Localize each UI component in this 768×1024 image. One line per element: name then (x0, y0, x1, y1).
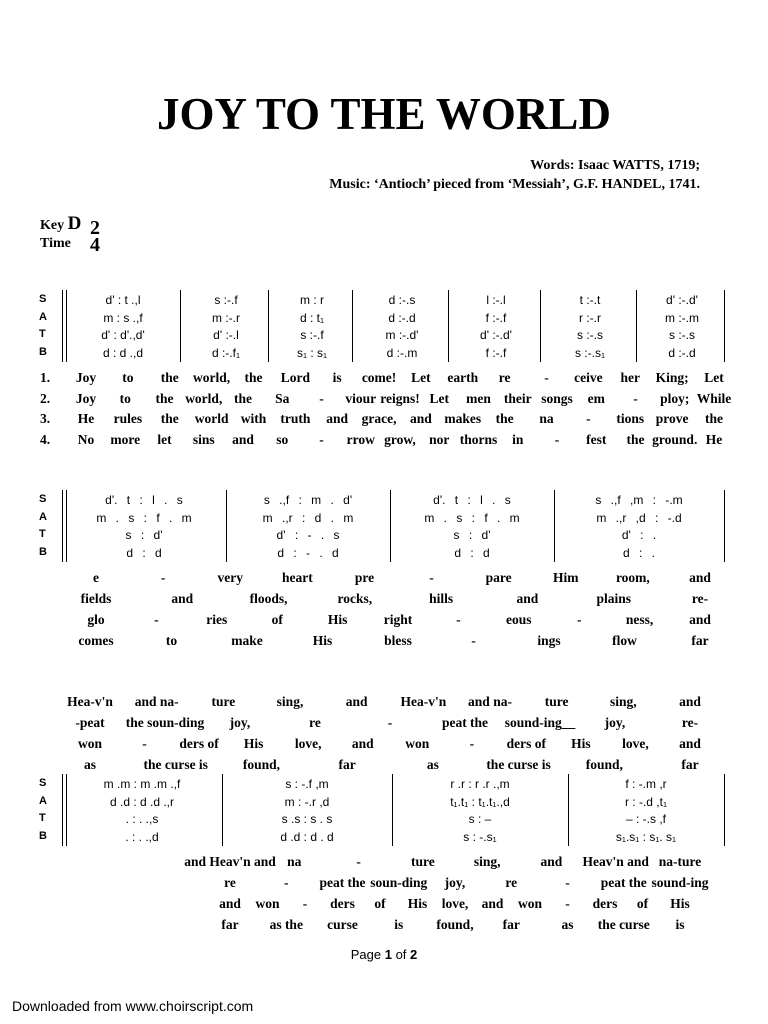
solfa-cell: – : -.s ,f (625, 812, 666, 826)
page-total: 2 (410, 947, 418, 962)
solfa-cell: d' :-.d' (480, 328, 512, 342)
verse1-line-word: grace, (361, 411, 397, 426)
verse3-above-line-word: His (571, 736, 591, 751)
verse3-below-line-word: and (219, 896, 241, 911)
bar-line (724, 290, 725, 362)
solfa-cell: s₁.s₁ : s₁. s₁ (615, 829, 677, 844)
verse3-below-line-word: sound-ing (651, 875, 709, 890)
solfa-cell: m :-.m (665, 310, 699, 325)
verse3-above-line-word: won (77, 736, 103, 751)
verse2-line-word: pre (354, 570, 375, 585)
verse3-above-line-word: the curse is (143, 757, 208, 772)
solfa-cell: r :-.r (579, 310, 601, 325)
verse3-above-line-word: found, (242, 757, 280, 772)
solfa-cell: d :-.d (388, 310, 416, 325)
bar-line (352, 290, 353, 362)
verse1-line-word: - (633, 390, 638, 406)
verse3-below-line-word: and Heav'n and (184, 854, 276, 869)
voice-label-s: S (39, 293, 47, 305)
verse1-line-word: re (498, 370, 511, 385)
voice-label-t: T (39, 328, 46, 340)
bar-line (62, 774, 63, 846)
verse3-below-line-word: of (374, 896, 386, 911)
bar-line (392, 774, 393, 846)
voice-label-a: A (39, 510, 47, 523)
verse-number: 4. (40, 431, 51, 447)
solfa-cell: s :-.f (300, 328, 324, 342)
solfa-cell: d :-.f₁ (211, 345, 241, 360)
verse3-below-line-word: - (356, 854, 361, 869)
verse1-line-word: the (244, 370, 263, 385)
verse1-line-word: to (119, 390, 131, 406)
verse2-line-word: bless (384, 633, 412, 648)
verse3-above-line-word: sing, (276, 694, 304, 709)
verse2-line-word: pare (485, 570, 512, 585)
verse1-line-word: men (466, 390, 491, 406)
solfa-cell: s₁ : s₁ (296, 345, 328, 360)
verse3-above-line-word: far (338, 757, 356, 772)
verse3-below-line-word: far (221, 917, 239, 932)
verse3-below-line-word: as the (269, 917, 303, 932)
solfa-cell: s .,f ,m : -.m (595, 493, 683, 507)
verse1-line-word: Let (704, 370, 724, 385)
bar-line (724, 490, 725, 562)
solfa-cell: d' :-.d' (666, 293, 698, 307)
verse2-line-word: eous (506, 612, 532, 627)
verse1-line-word: - (586, 411, 591, 426)
solfa-cell: d : d (454, 545, 490, 560)
verse1-line-word: come! (361, 370, 397, 385)
solfa-cell: m :-.d' (385, 328, 419, 342)
verse3-above-line-word: sing, (610, 694, 637, 709)
verse3-above-line-word: peat the (441, 715, 489, 730)
verse1-line-word: Let (411, 370, 431, 385)
verse1-line-word: songs (541, 390, 573, 406)
verse3-below-line-word: peat the (600, 875, 647, 890)
verse1-line-word: Lord (280, 370, 310, 385)
solfa-cell: m : -.r ,d (284, 794, 330, 809)
verse3-below-line-word: is (675, 917, 685, 932)
verse3-below-line-word: the curse (597, 917, 650, 932)
verse3-below-line-word: peat the (319, 875, 366, 890)
verse2-line-word: right (383, 612, 413, 627)
verse3-below-line-word: His (407, 896, 428, 911)
bar-line (222, 774, 223, 846)
verse3-above-line-word: as (426, 757, 439, 772)
time-label: Time (40, 236, 71, 251)
verse3-above-line-word: -peat (75, 715, 105, 730)
verse3-below-line-word: re (224, 875, 236, 890)
solfa-cell: m : s .,f (103, 310, 143, 325)
solfa-cell: s :-.s (577, 328, 603, 342)
solfa-cell: r : -.d ,t₁ (624, 794, 668, 809)
verse1-line-word: with (240, 411, 267, 426)
solfa-cell: r .r : r .r .,m (450, 777, 510, 791)
solfa-cell: m . s : f . m (424, 510, 520, 525)
bar-line (724, 774, 725, 846)
key-label: Key (40, 218, 65, 233)
verse2-line-word: hills (429, 591, 454, 606)
verse1-line-word: makes (444, 411, 482, 426)
key-value: D (67, 213, 82, 234)
verse3-above-line-word: - (142, 736, 147, 751)
verse3-below-line-word: as (561, 917, 574, 932)
voice-label-t: T (39, 528, 46, 540)
verse2-line-word: to (165, 633, 178, 648)
verse3-below-line-word: won (517, 896, 543, 911)
verse3-below-line-word: ders (592, 896, 618, 911)
voice-label-b: B (39, 545, 47, 558)
solfa-cell: d'. t : l . s (433, 493, 511, 507)
verse3-above-line-word: far (681, 757, 699, 772)
verse-number: 1. (40, 370, 51, 385)
verse3-above-line-word: joy, (229, 715, 251, 730)
solfa-cell: s : -.s₁ (463, 829, 497, 844)
verse1-line-word: - (554, 431, 560, 447)
verse3-below-line-word: soun-ding (370, 875, 428, 890)
time-numerator: 2 (90, 217, 100, 239)
verse1-line-word: ground. (652, 431, 698, 447)
verse1-line-word: Let (429, 390, 449, 406)
verse1-line-word: Joy (75, 370, 97, 385)
verse2-line-word: glo (87, 612, 105, 627)
bar-line (62, 490, 63, 562)
solfa-cell: t :-.t (579, 293, 601, 307)
verse3-below-line-word: His (670, 896, 690, 911)
words-credit: Words: Isaac WATTS, 1719; (530, 158, 700, 173)
verse1-line-word: Joy (75, 390, 97, 406)
verse3-below-line-word: na-ture (658, 854, 702, 869)
verse2-line-word: ings (537, 633, 561, 648)
solfa-cell: t₁.t₁ : t₁.t₁.,d (450, 794, 510, 809)
verse1-line-word: their (503, 390, 532, 406)
solfa-cell: s : d' (453, 528, 491, 542)
bar-line (66, 774, 67, 846)
verse2-line-word: plains (596, 591, 631, 606)
verse1-line-word: the (234, 390, 252, 406)
solfa-cell: d'. t : l . s (105, 493, 183, 507)
verse1-line-word: so (276, 431, 289, 447)
verse2-line-word: - (429, 570, 434, 585)
verse2-line-word: - (471, 633, 476, 648)
verse1-line-word: He (705, 431, 723, 447)
solfa-cell: l :-.l (486, 293, 506, 307)
verse1-line-word: - (544, 370, 549, 385)
song-title: JOY TO THE WORLD (157, 89, 611, 139)
verse-number: 2. (40, 390, 51, 406)
solfa-cell: s : -.f ,m (285, 777, 329, 791)
solfa-cell: d :-.m (386, 345, 418, 360)
verse2-line-word: re- (691, 591, 709, 606)
verse3-above-line-word: joy, (604, 715, 626, 730)
verse3-above-line-word: as (83, 757, 97, 772)
solfa-cell: d' : - . s (276, 528, 340, 542)
solfa-cell: d : t₁ (299, 310, 325, 325)
verse3-below-line-word: found, (436, 917, 474, 932)
verse3-below-line-word: and (540, 854, 563, 869)
verse1-line-word: ceive (574, 370, 603, 385)
verse3-below-line-word: of (636, 896, 649, 911)
verse1-line-word: na (539, 411, 554, 426)
verse3-above-line-word: and na- (134, 694, 179, 709)
verse2-line-word: room, (615, 570, 650, 585)
verse2-line-word: very (217, 570, 243, 585)
verse1-line-word: her (620, 370, 641, 385)
verse3-below-line-word: is (394, 917, 404, 932)
verse1-line-word: grow, (384, 431, 416, 447)
verse1-line-word: fest (586, 431, 607, 447)
verse3-below-line-word: - (565, 875, 570, 890)
verse3-below-line-word: ders (330, 896, 355, 911)
verse3-above-line-word: the curse is (486, 757, 551, 772)
bar-line (448, 290, 449, 362)
verse2-line-word: His (312, 633, 333, 648)
verse3-above-line-word: and (345, 694, 368, 709)
verse1-line-word: No (77, 431, 95, 447)
verse1-line-word: em (587, 390, 605, 406)
verse2-line-word: flow (612, 633, 637, 648)
verse2-line-word: heart (281, 570, 313, 585)
verse3-below-line-word: re (505, 875, 518, 890)
solfa-cell: m : r (300, 293, 324, 307)
page-number: 1 (384, 947, 392, 962)
verse1-line-word: viour (345, 390, 377, 406)
solfa-cell: d : - . d (277, 545, 339, 560)
verse2-line-word: make (231, 633, 263, 648)
page-footer (0, 947, 768, 962)
verse3-below-line-word: na (287, 854, 302, 869)
solfa-cell: d : . (622, 545, 655, 560)
bar-line (540, 290, 541, 362)
verse3-above-line-word: love, (294, 736, 322, 751)
verse1-line-word: the (626, 431, 645, 447)
verse1-line-word: King; (655, 370, 689, 385)
bar-line (390, 490, 391, 562)
verse3-below-line-word: won (255, 896, 280, 911)
verse3-below-line-word: joy, (444, 875, 466, 890)
verse1-line-word: the (160, 370, 179, 385)
verse3-below-line-word: - (565, 896, 570, 911)
solfa-cell: m .m : m .m .,f (103, 777, 181, 791)
verse1-line-word: thorns (459, 431, 498, 447)
music-credit: Music: ‘Antioch’ pieced from ‘Messiah’, G.F. HANDEL, 1741. (329, 177, 700, 192)
verse2-line-word: - (576, 612, 582, 627)
verse1-line-word: prove (655, 411, 689, 426)
verse3-above-line-word: Hea-v'n (67, 694, 113, 709)
verse3-above-line-word: Hea-v'n (400, 694, 447, 709)
verse1-line-word: and (410, 411, 432, 426)
verse1-line-word: the (705, 411, 723, 426)
verse2-line-word: ries (206, 612, 228, 627)
solfa-cell: . : . .,d (125, 829, 159, 844)
solfa-cell: d' :-.l (213, 328, 239, 342)
solfa-cell: m :-.r (212, 310, 240, 325)
solfa-cell: m . s : f . m (96, 510, 192, 525)
verse3-above-line-word: and (351, 736, 374, 751)
verse3-above-line-word: - (469, 736, 475, 751)
page-of: of (395, 947, 407, 962)
verse2-line-word: - (160, 570, 166, 585)
time-signature (90, 217, 100, 256)
verse1-line-word: the (160, 411, 179, 426)
verse3-above-line-word: found, (585, 757, 623, 772)
verse2-line-word: - (154, 612, 159, 627)
solfa-cell: s :-.s (669, 328, 695, 342)
solfa-cell: d :-.d (668, 345, 696, 360)
verse1-line-word: - (319, 390, 324, 406)
bar-line (180, 290, 181, 362)
solfa-cell: m .,r : d . m (262, 510, 354, 525)
verse3-above-line-word: ders of (506, 736, 547, 751)
bar-line (568, 774, 569, 846)
verse2-line-word: comes (78, 633, 114, 648)
verse3-above-line-word: and (679, 694, 701, 709)
verse3-below-line-word: - (284, 875, 289, 890)
verse3-above-line-word: won (405, 736, 430, 751)
verse2-line-word: and (689, 570, 711, 585)
verse1-line-word: let (157, 431, 172, 447)
verse1-line-word: nor (429, 431, 450, 447)
bar-line (66, 490, 67, 562)
verse1-line-word: rules (113, 411, 143, 426)
download-note: Downloaded from www.choirscript.com (12, 998, 254, 1014)
verse1-line-word: reigns! (380, 390, 420, 406)
verse2-line-word: and (689, 612, 711, 627)
verse2-line-word: - (456, 612, 461, 627)
voice-label-s: S (39, 777, 47, 789)
bar-line (226, 490, 227, 562)
verse3-below-line-word: far (502, 917, 520, 932)
verse-number: 3. (40, 411, 51, 426)
key-signature (40, 213, 81, 235)
solfa-cell: m .,r ,d : -.d (596, 510, 682, 525)
verse2-line-word: and (516, 591, 539, 606)
verse1-line-word: While (696, 390, 732, 406)
verse3-below-line-word: curse (327, 917, 358, 932)
bar-line (62, 290, 63, 362)
verse3-above-line-word: ture (211, 694, 236, 709)
voice-label-t: T (39, 812, 46, 824)
verse2-line-word: ness, (625, 612, 654, 627)
solfa-cell: d' : t .,l (105, 293, 141, 307)
verse3-above-line-word: His (243, 736, 264, 751)
verse3-below-line-word: ture (410, 854, 435, 869)
verse1-line-word: the (495, 411, 514, 426)
verse1-line-word: truth (280, 411, 311, 426)
verse2-line-word: far (691, 633, 709, 648)
verse1-line-word: is (332, 370, 342, 385)
solfa-cell: . : . .,s (125, 812, 159, 826)
solfa-cell: s :-.s₁ (574, 345, 606, 360)
solfa-cell: d : d (126, 545, 162, 560)
voice-label-s: S (39, 493, 47, 505)
page-prefix: Page (350, 947, 382, 962)
verse1-line-word: Sa (275, 390, 290, 406)
solfa-cell: s : d' (125, 528, 163, 542)
verse1-line-word: and (326, 411, 349, 426)
verse1-line-word: world (194, 411, 229, 426)
verse1-line-word: - (319, 431, 324, 447)
voice-label-a: A (39, 310, 47, 323)
verse2-line-word: rocks, (337, 591, 373, 606)
verse1-line-word: and (232, 431, 254, 447)
verse1-line-word: world, (193, 370, 231, 385)
solfa-cell: d :-.s (388, 293, 416, 307)
solfa-cell: d' : . (621, 528, 657, 542)
verse1-line-word: He (77, 411, 95, 426)
verse1-line-word: more (110, 431, 141, 447)
verse3-below-line-word: love, (441, 896, 469, 911)
verse1-line-word: ploy; (660, 390, 690, 406)
verse1-line-word: sins (192, 431, 215, 447)
verse2-line-word: Him (553, 570, 579, 585)
verse3-above-line-word: sound-ing__ (504, 715, 576, 730)
verse2-line-word: fields (80, 591, 112, 606)
verse1-line-word: rrow (346, 431, 375, 447)
solfa-cell: s :-.f (214, 293, 238, 307)
solfa-cell: f :-.f (485, 310, 507, 325)
verse3-above-line-word: and (679, 736, 701, 751)
time-denominator: 4 (90, 234, 100, 256)
verse1-line-word: earth (447, 370, 479, 385)
verse3-below-line-word: and (481, 896, 504, 911)
bar-line (636, 290, 637, 362)
verse3-above-line-word: the soun-ding (125, 715, 205, 730)
solfa-cell: s : – (468, 812, 492, 826)
bar-line (66, 290, 67, 362)
verse3-above-line-word: ture (544, 694, 569, 709)
solfa-cell: f :-.f (485, 345, 507, 360)
verse3-above-line-word: - (387, 715, 393, 730)
verse1-line-word: the (155, 390, 174, 406)
solfa-cell: d : d .,d (102, 345, 144, 360)
verse3-above-line-word: ders of (179, 736, 219, 751)
verse2-line-word: floods, (249, 591, 288, 606)
verse1-line-word: tions (616, 411, 645, 426)
verse3-above-line-word: re- (681, 715, 699, 730)
bar-line (554, 490, 555, 562)
verse3-below-line-word: Heav'n and (582, 854, 649, 869)
solfa-cell: f : -.m ,r (625, 777, 667, 791)
solfa-cell: d .d : d . d (280, 829, 334, 844)
verse3-below-line-word: sing, (473, 854, 501, 869)
verse1-line-word: world, (185, 390, 223, 406)
verse2-line-word: e (93, 570, 99, 585)
solfa-cell: s .,f : m . d' (263, 493, 353, 507)
verse2-line-word: and (171, 591, 194, 606)
verse2-line-word: of (271, 612, 283, 627)
solfa-cell: d .d : d .d .,r (109, 794, 175, 809)
verse1-line-word: to (122, 370, 134, 385)
solfa-cell: d' : d'.,d' (101, 328, 145, 342)
verse3-above-line-word: love, (622, 736, 649, 751)
bar-line (268, 290, 269, 362)
voice-label-a: A (39, 794, 47, 807)
solfa-cell: s .s : s . s (281, 812, 333, 826)
verse2-line-word: His (327, 612, 348, 627)
verse1-line-word: in (512, 431, 524, 447)
verse3-below-line-word: - (302, 896, 308, 911)
voice-label-b: B (39, 829, 47, 842)
verse3-above-line-word: re (309, 715, 321, 730)
verse3-above-line-word: and na- (468, 694, 512, 709)
voice-label-b: B (39, 345, 47, 358)
